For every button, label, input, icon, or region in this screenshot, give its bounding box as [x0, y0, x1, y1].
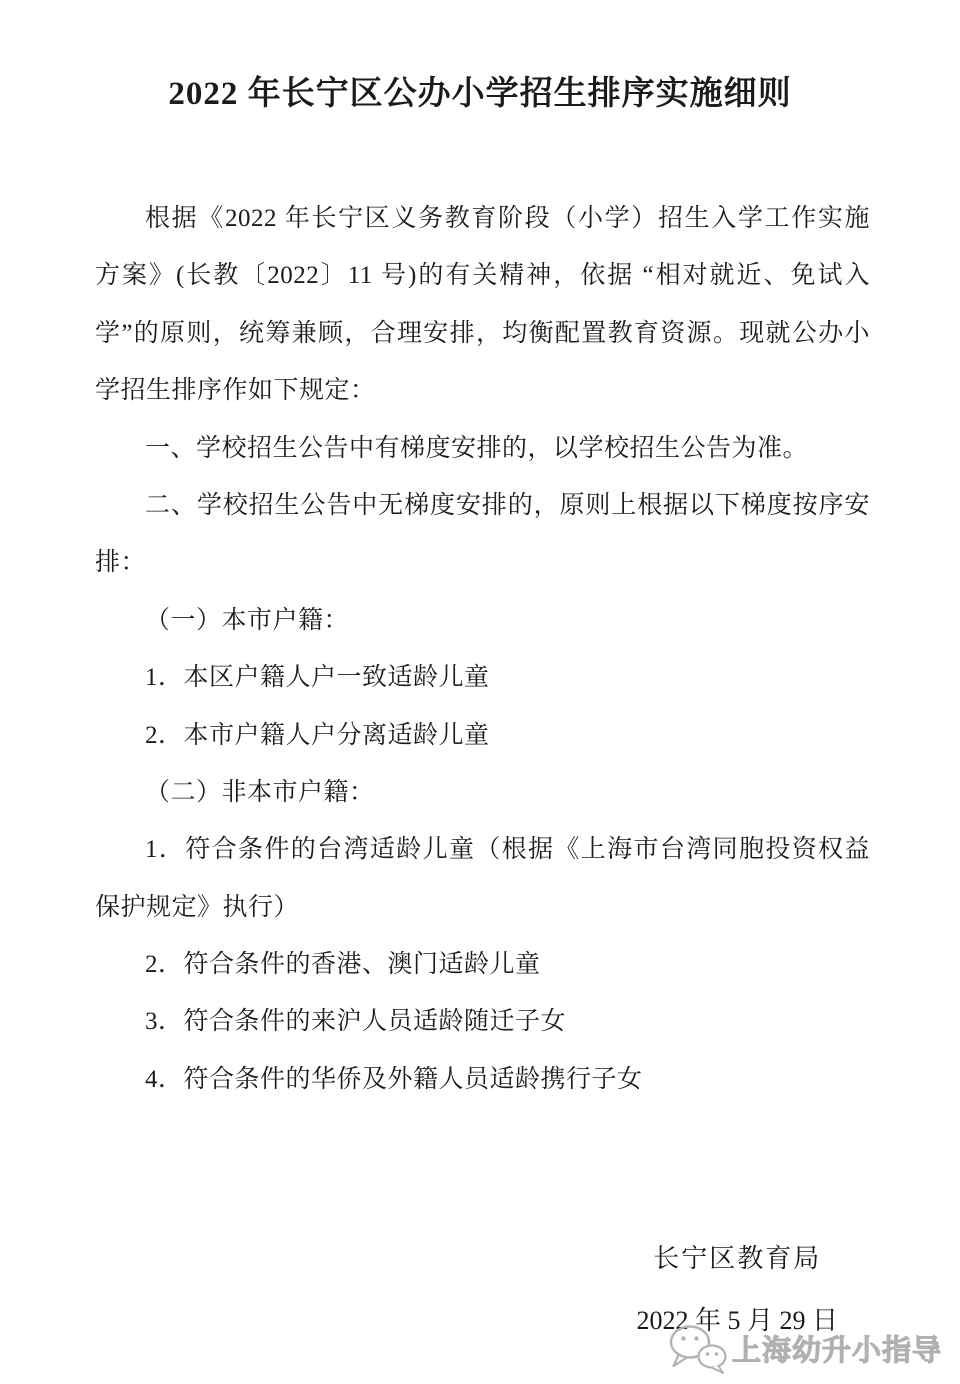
document-body [95, 190, 870, 1108]
document-line: 1．本区户籍人户一致适龄儿童 [145, 664, 490, 692]
document-line: 方案》(长教〔2022〕11 号)的有关精神，依据 “相对就近、免试入 [95, 262, 870, 290]
document-title: 2022 年长宁区公办小学招生排序实施细则 [168, 76, 792, 112]
watermark-label: 上海幼升小指导 [731, 1334, 942, 1367]
document-line: 根据《2022 年长宁区义务教育阶段（小学）招生入学工作实施 [145, 205, 870, 232]
document-line: 1．符合条件的台湾适龄儿童（根据《上海市台湾同胞投资权益 [145, 836, 870, 864]
signature-date: 2022 年 5 月 29 日 [636, 1306, 838, 1335]
document-line: 保护规定》执行） [95, 893, 300, 921]
document-line: 2．符合条件的香港、澳门适龄儿童 [145, 951, 541, 979]
document-line: 学招生排序作如下规定： [95, 377, 376, 405]
document-line: 一、学校招生公告中有梯度安排的，以学校招生公告为准。 [145, 434, 809, 462]
document-line: 排： [95, 549, 147, 577]
signature-block [636, 1238, 838, 1342]
document-line: （二）非本市户籍： [145, 778, 375, 806]
document-line: 二、学校招生公告中无梯度安排的，原则上根据以下梯度按序安 [145, 491, 870, 519]
document-line: 3．符合条件的来沪人员适龄随迁子女 [145, 1008, 567, 1036]
document-line: 2．本市户籍人户分离适龄儿童 [145, 721, 490, 749]
document-line: （一）本市户籍： [145, 606, 350, 634]
signature-org: 长宁区教育局 [653, 1244, 822, 1273]
document-line: 学”的原则，统筹兼顾，合理安排，均衡配置教育资源。现就公办小 [95, 319, 870, 347]
document-line: 4．符合条件的华侨及外籍人员适龄携行子女 [145, 1065, 643, 1093]
